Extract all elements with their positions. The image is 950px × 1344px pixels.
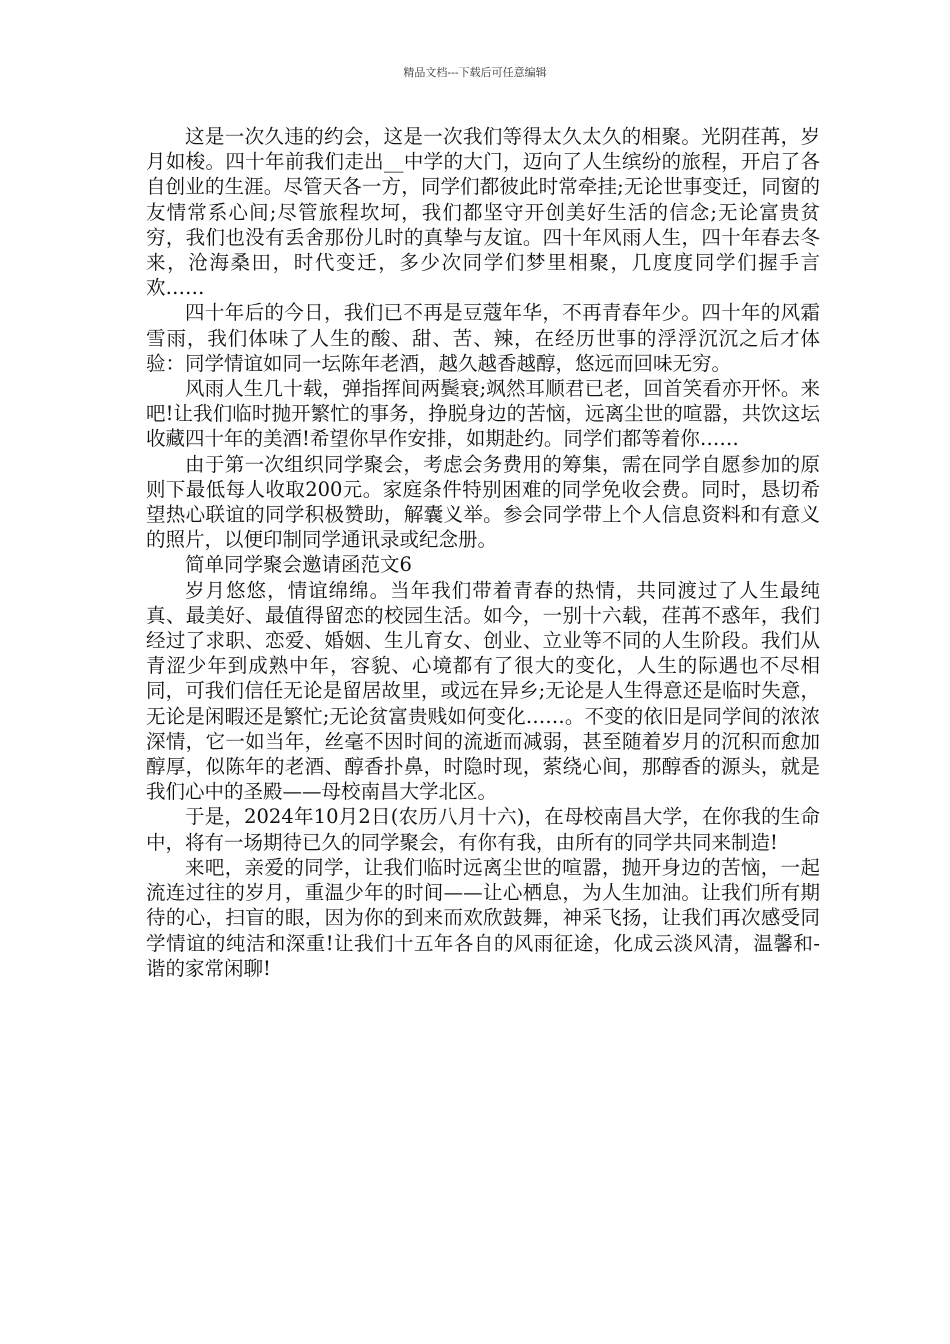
paragraph: 由于第一次组织同学聚会，考虑会务费用的筹集，需在同学自愿参加的原则下最低每人收取200元。家庭条件特别困难的同学免收会费。同时，恳切希望热心联谊的同学积极赞助，解囊义举。参会同学带上个人信息资料和有意义的照片，以便印制同学通讯录或纪念册。 bbox=[146, 452, 820, 552]
paragraph: 这是一次久违的约会，这是一次我们等得太久太久的相聚。光阴荏苒，岁月如梭。四十年前我们走出__中学的大门，迈向了人生缤纷的旅程，开启了各自创业的生涯。尽管天各一方，同学们都彼此时常牵挂;无论世事变迁，同窗的友情常系心间;尽管旅程坎坷，我们都坚守开创美好生活的信念;无论富贵贫穷，我们也没有丢舍那份儿时的真挚与友谊。四十年风雨人生，四十年春去冬来，沧海桑田，时代变迁，多少次同学们梦里相聚，几度度同学们握手言欢…… bbox=[146, 125, 820, 300]
paragraph: 岁月悠悠，情谊绵绵。当年我们带着青春的热情，共同渡过了人生最纯真、最美好、最值得留恋的校园生活。如今，一别十六载，荏苒不惑年，我们经过了求职、恋爱、婚姻、生儿育女、创业、立业等不同的人生阶段。我们从青涩少年到成熟中年，容貌、心境都有了很大的变化，人生的际遇也不尽相同，可我们信任无论是留居故里，或远在异乡;无论是人生得意还是临时失意，无论是闲暇还是繁忙;无论贫富贵贱如何变化……。不变的依旧是同学间的浓浓深情，它一如当年，丝毫不因时间的流逝而减弱，甚至随着岁月的沉积而愈加醇厚，似陈年的老酒、醇香扑鼻，时隐时现，萦绕心间，那醇香的源头，就是我们心中的圣殿——母校南昌大学北区。 bbox=[146, 578, 820, 804]
paragraph: 来吧，亲爱的同学，让我们临时远离尘世的喧嚣，抛开身边的苦恼，一起流连过往的岁月，重温少年的时间——让心栖息，为人生加油。让我们所有期待的心，扫盲的眼，因为你的到来而欢欣鼓舞，神采飞扬，让我们再次感受同学情谊的纯洁和深重!让我们十五年各自的风雨征途，化成云淡风清，温馨和-谐的家常闲聊! bbox=[146, 855, 820, 980]
paragraph: 四十年后的今日，我们已不再是豆蔻年华，不再青春年少。四十年的风霜雪雨，我们体味了人生的酸、甜、苦、辣，在经历世事的浮浮沉沉之后才体验：同学情谊如同一坛陈年老酒，越久越香越醇，悠远而回味无穷。 bbox=[146, 301, 820, 375]
paragraph: 风雨人生几十载，弹指挥间两鬓衰;飒然耳顺君已老，回首笑看亦开怀。来吧!让我们临时抛开繁忙的事务，挣脱身边的苦恼，远离尘世的喧嚣，共饮这坛收藏四十年的美酒!希望你早作安排，如期赴约。同学们都等着你…… bbox=[146, 377, 820, 451]
document-body bbox=[146, 124, 820, 981]
page-header: 精品文档---下载后可任意编辑 bbox=[403, 66, 547, 79]
paragraph: 于是，2024年10月2日(农历八月十六)，在母校南昌大学，在你我的生命中，将有一场期待已久的同学聚会，有你有我，由所有的同学共同来制造! bbox=[146, 805, 820, 854]
section-heading: 简单同学聚会邀请函范文6 bbox=[185, 553, 412, 577]
